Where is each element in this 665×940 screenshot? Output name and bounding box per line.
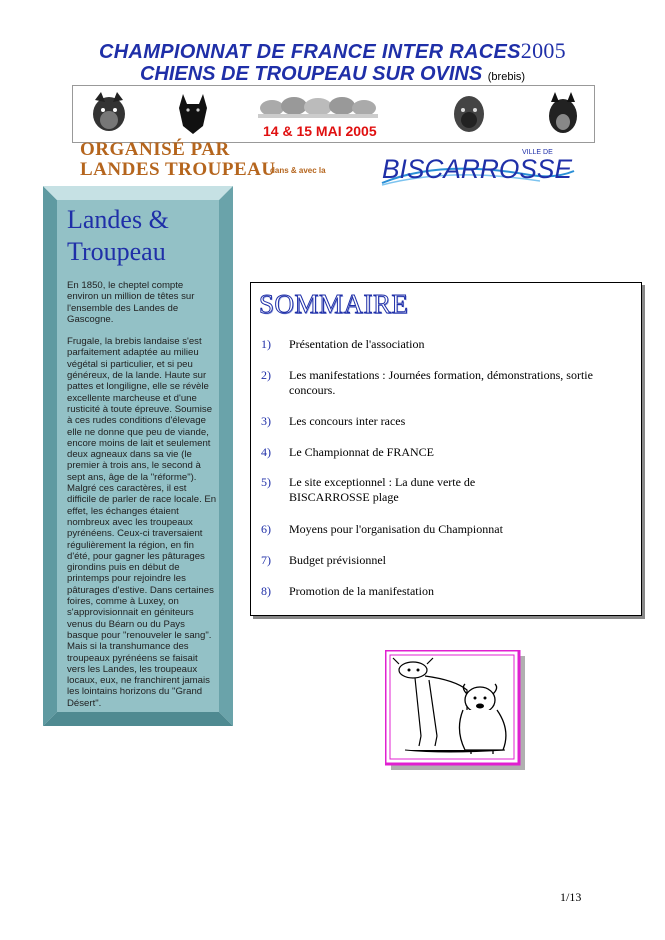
sheep-flock-icon	[258, 92, 378, 122]
toc-text: Les concours inter races	[289, 414, 406, 428]
toc-item	[261, 368, 631, 398]
toc-item	[261, 522, 631, 537]
sidebar-paragraph: En 1850, le cheptel compte environ un million de têtes sur l'ensemble des Landes de Gascogne.	[67, 280, 195, 325]
organizer-heading	[80, 140, 276, 180]
sidebar-title-line-1: Landes &	[67, 205, 169, 234]
toc-number: 2)	[261, 368, 271, 382]
title-line-2	[0, 63, 665, 86]
toc-text: Présentation de l'association	[289, 337, 425, 351]
title-line-1	[0, 38, 665, 64]
black-dog-icon	[173, 90, 213, 136]
toc-text: Le Championnat de FRANCE	[289, 445, 434, 459]
toc-text: Budget prévisionnel	[289, 553, 386, 567]
toc-item	[261, 414, 631, 429]
toc-number: 5)	[261, 475, 271, 489]
title-main: CHAMPIONNAT DE FRANCE INTER RACES	[99, 41, 521, 63]
title-sub: CHIENS DE TROUPEAU SUR OVINS	[139, 63, 483, 85]
logo-small-text: VILLE DE	[522, 149, 553, 156]
toc-number: 6)	[261, 522, 271, 536]
toc-text: Moyens pour l'organisation du Championnat	[289, 522, 503, 536]
title-year: 2005	[520, 38, 566, 63]
toc-number: 4)	[261, 445, 271, 459]
toc-item	[261, 475, 631, 505]
sheep-dog-cartoon	[385, 650, 525, 770]
title-note: (brebis)	[487, 71, 526, 83]
shaggy-dog-icon	[449, 90, 489, 136]
sidebar-title-line-2: Troupeau	[67, 237, 166, 266]
organizer-line-1: ORGANISÉ PAR	[80, 139, 230, 160]
sidebar-body	[67, 280, 217, 720]
page-number: 1/13	[560, 890, 582, 904]
dog-banner	[72, 85, 595, 143]
toc-text: Les manifestations : Journées formation, démonstrations, sortie concours.	[289, 368, 593, 397]
organizer-line-2: LANDES TROUPEAU	[80, 159, 276, 180]
event-dates: 14 & 15 MAI 2005	[263, 123, 377, 139]
toc-number: 3)	[261, 414, 271, 428]
toc-number: 8)	[261, 584, 271, 598]
sidebar-box	[43, 186, 233, 726]
toc-text: Promotion de la manifestation	[289, 584, 434, 598]
toc-item	[261, 553, 631, 568]
biscarrosse-logo	[380, 145, 576, 189]
toc-title: SOMMAIRE	[259, 289, 409, 319]
toc-item	[261, 584, 631, 599]
logo-big-text: BISCARROSSE	[382, 154, 573, 184]
toc-text: Le site exceptionnel : La dune verte de BISCARROSSE plage	[289, 475, 476, 504]
toc-number: 1)	[261, 337, 271, 351]
dog-head-icon	[87, 90, 131, 134]
toc-number: 7)	[261, 553, 271, 567]
toc-item	[261, 337, 631, 352]
organizer-with-text: dans & avec la	[270, 166, 326, 175]
sidebar-paragraph: Mais si la transhumance des troupeaux pyrénéens se faisait vers les Landes, les troupeaux locaux, eux, ne franchirent jamais les lointains horizons du "Grand Désert".	[67, 641, 210, 709]
table-of-contents	[250, 282, 642, 616]
toc-item	[261, 445, 631, 460]
sidebar-title	[67, 204, 169, 268]
sidebar-paragraph: Frugale, la brebis landaise s'est parfaitement adaptée au milieu végétal si particulier, et si peu généreux, de la lande. Haute sur pattes et longiligne, elle se révèle excellente marcheuse et d'une rusticité à toute épreuve. Soumise à ces rudes conditions d'élevage elle ne donne que peu de viande, encore moins de lait et seulement deux agneaux dans sa vie (le premier à trois ans, le second à sept ans, âge de la "réforme"). Malgré ces caractères, il est difficile de parler de race locale. En effet, les échanges étaient nombreux avec les troupeaux pyrénéens. Ceux-ci traversaient régulièrement la région, en fin d'été, pour gagner les pâturages girondins puis en début de printemps pour rejoindre les pâturages d'estive. Dans certaines foires, comme à Luxey, on s'approvisionnait en géniteurs venus du Béarn ou du Pays basque pour "renouveler le sang".	[67, 336, 217, 641]
sheepdog-icon	[543, 90, 583, 136]
